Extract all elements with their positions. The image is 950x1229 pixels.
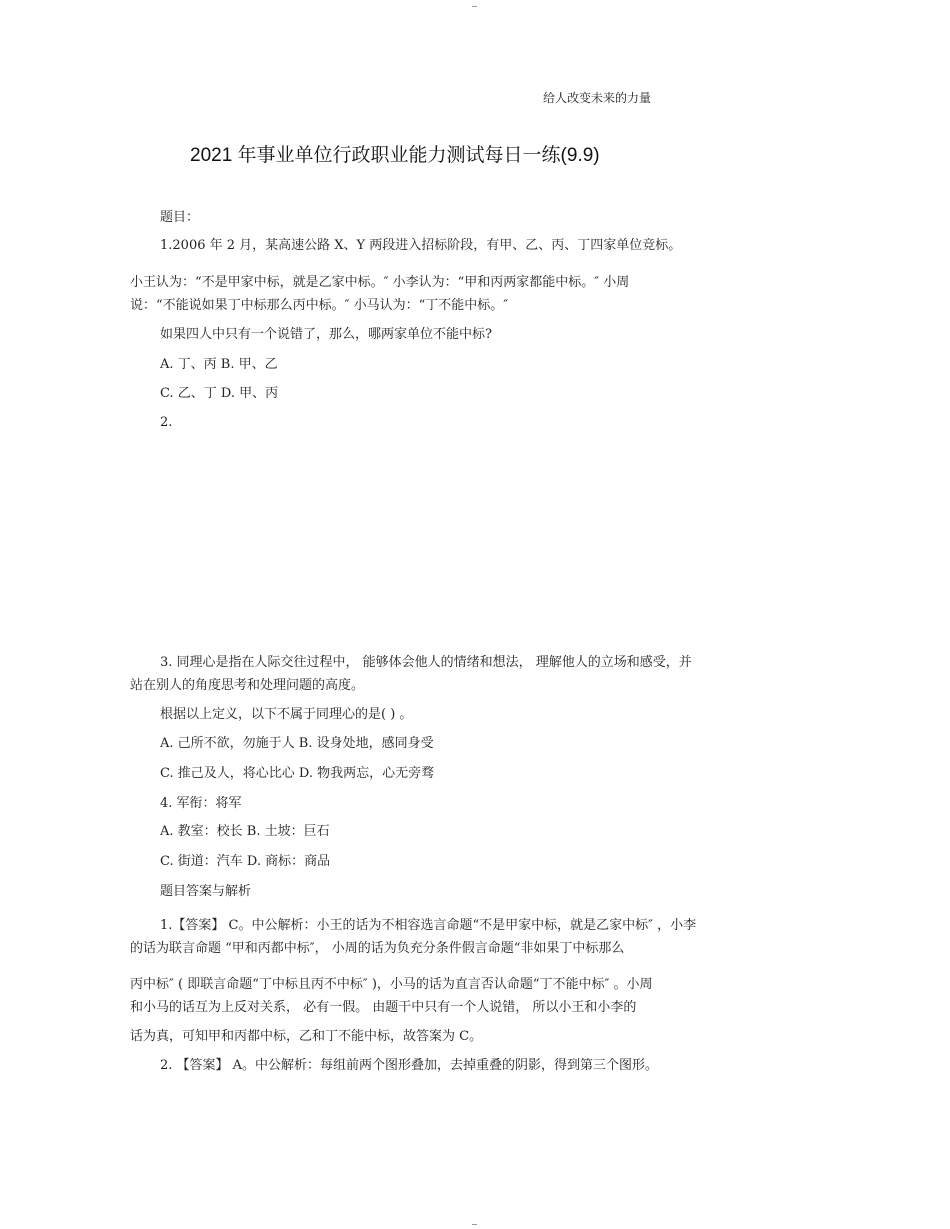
a1-line-3: 丙中标″ ( 即联言命题“丁中标且丙不中标″ )，小马的话为直言否认命题“丁不能中标″ 。小周 <box>130 977 653 992</box>
q3-question: 根据以上定义，以下不属于同理心的是( ) 。 <box>160 707 413 722</box>
q4-options-ab: A. 教室：校长 B. 土坡：巨石 <box>160 824 330 839</box>
q4-stem: 4. 军衔：将军 <box>160 796 242 811</box>
a2-line-1: 2. 【答案】 A。中公解析：每组前两个图形叠加，去掉重叠的阴影，得到第三个图形。 <box>160 1058 659 1073</box>
q3-options-ab: A. 己所不欲，勿施于人 B. 设身处地，感同身受 <box>160 736 434 751</box>
q1-line-2: 小王认为：“不是甲家中标，就是乙家中标。″ 小李认为：“甲和丙两家都能中标。″ 小周 <box>130 275 630 290</box>
a1-line-2: 的话为联言命题 “甲和丙都中标″， 小周的话为负充分条件假言命题“非如果丁中标那么 <box>130 941 625 956</box>
q1-question: 如果四人中只有一个说错了，那么，哪两家单位不能中标? <box>160 327 492 342</box>
q3-options-cd: C. 推己及人，将心比心 D. 物我两忘，心无旁骛 <box>160 766 435 781</box>
section-answers-heading: 题目答案与解析 <box>160 884 252 899</box>
section-questions-heading: 题目： <box>160 210 200 225</box>
a1-line-5: 话为真，可知甲和丙都中标，乙和丁不能中标，故答案为 C。 <box>130 1029 483 1044</box>
q3-line-2: 站在别人的角度思考和处理问题的高度。 <box>130 678 365 693</box>
top-page-mark <box>472 6 477 7</box>
page-title: 2021 年事业单位行政职业能力测试每日一练(9.9) <box>190 145 600 166</box>
q4-options-cd: C. 街道：汽车 D. 商标：商品 <box>160 854 331 869</box>
q3-line-1: 3. 同理心是指在人际交往过程中， 能够体会他人的情绪和想法， 理解他人的立场和感受，并 <box>160 655 692 670</box>
q1-line-3: 说：“不能说如果丁中标那么丙中标。″ 小马认为：“丁不能中标。″ <box>130 298 509 313</box>
header-slogan: 给人改变未来的力量 <box>543 91 652 105</box>
q1-line-1: 1.2006 年 2 月，某高速公路 X、Y 两段进入招标阶段，有甲、乙、丙、丁四家单位竞标。 <box>160 238 682 253</box>
a1-line-1: 1.【答案】 C。中公解析：小王的话为不相容选言命题“不是甲家中标，就是乙家中标″ ，小李 <box>160 918 697 933</box>
bottom-page-mark <box>472 1224 477 1225</box>
q1-options-cd: C. 乙、丁 D. 甲、丙 <box>160 386 279 401</box>
a1-line-4: 和小马的话互为上反对关系， 必有一假。 由题干中只有一个人说错， 所以小王和小李的 <box>130 1000 637 1015</box>
q2-number: 2. <box>160 415 173 430</box>
q1-options-ab: A. 丁、丙 B. 甲、乙 <box>160 357 278 372</box>
